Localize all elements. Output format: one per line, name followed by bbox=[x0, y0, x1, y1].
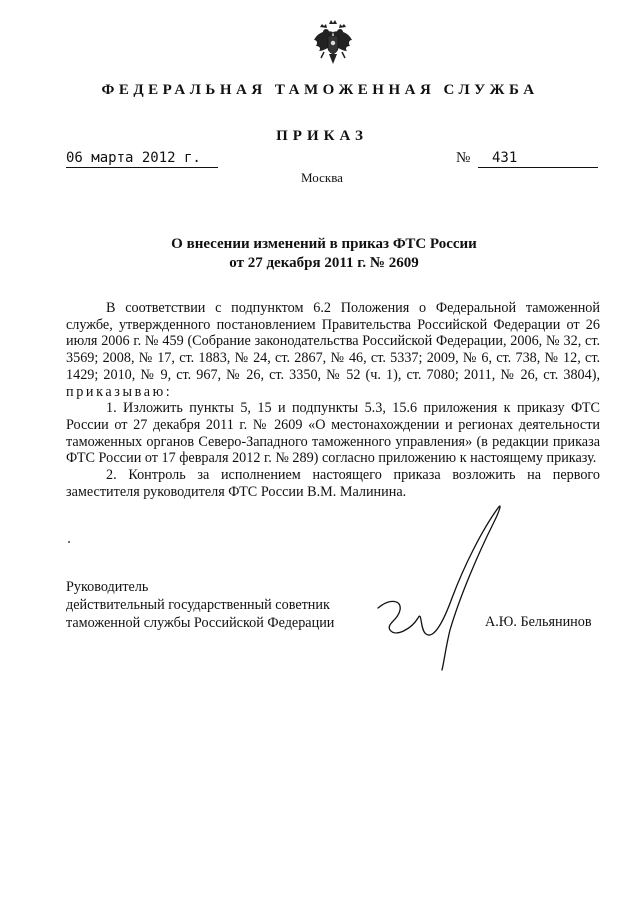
signer-name: А.Ю. Бельянинов bbox=[485, 614, 592, 630]
signatory-line-1: Руководитель bbox=[66, 579, 149, 595]
city: Москва bbox=[301, 170, 343, 185]
signatory-title bbox=[66, 578, 334, 632]
signatory-line-3: таможенной службы Российской Федерации bbox=[66, 615, 335, 631]
intro-text: В соответствии с подпунктом 6.2 Положения о Федеральной таможенной службе, утвержденного постановлением Правительства Российской Федерации от 26 июля 2006 г. № 459 (Собрание законодательства Российской Федерации, 2006, № 32, ст. 3569; 2008, № 17, ст. 1883, № 24, ст. 2867, № 46, ст. 5337; 2009, № 6, ст. 738, № 12, ст. 1429; 2010, № 9, ст. 967, № 26, ст. 3350, № 52 (ч. 1), ст. 7080; 2011, № 26, ст. 3804), bbox=[66, 300, 600, 383]
item-2: 2. Контроль за исполнением настоящего приказа возложить на первого заместителя руководителя ФТС России В.М. Малинина. bbox=[66, 467, 600, 500]
handwritten-signature bbox=[360, 500, 510, 675]
subject-line-1: О внесении изменений в приказ ФТС России bbox=[171, 236, 477, 252]
item-1: 1. Изложить пункты 5, 15 и подпункты 5.3, 15.6 приложения к приказу ФТС России от 27 декабря 2011 г. № 2609 «О местонахождении и регионах деятельности таможенных органов Северо-Западного таможенного управления» (в редакции приказа ФТС России от 17 февраля 2012 г. № 289) согласно приложению к настоящему приказу. bbox=[66, 400, 600, 467]
document-subject bbox=[0, 235, 640, 273]
scan-speck bbox=[68, 541, 70, 543]
order-number: 431 bbox=[492, 150, 518, 166]
document-body bbox=[66, 300, 600, 500]
intro-paragraph bbox=[66, 300, 600, 400]
russian-coat-of-arms-icon bbox=[312, 18, 354, 68]
subject-line-2: от 27 декабря 2011 г. № 2609 bbox=[229, 255, 419, 271]
order-number-field bbox=[478, 150, 598, 168]
order-date: 06 марта 2012 г. bbox=[66, 150, 218, 168]
document-type: ПРИКАЗ bbox=[276, 128, 368, 144]
number-sign: № bbox=[456, 150, 471, 166]
agency-name: ФЕДЕРАЛЬНАЯ ТАМОЖЕННАЯ СЛУЖБА bbox=[101, 82, 539, 98]
signatory-line-2: действительный государственный советник bbox=[66, 597, 330, 613]
decree-word: приказываю: bbox=[66, 383, 173, 400]
